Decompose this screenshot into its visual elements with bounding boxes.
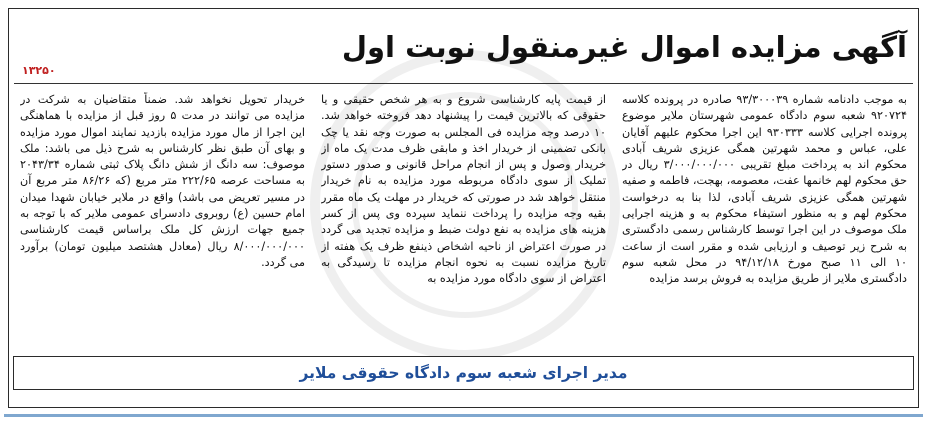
title-divider xyxy=(14,83,913,84)
ad-column-middle: از قیمت پایه کارشناسی شروع و به هر شخص حقیقی و یا حقوقی که بالاترین قیمت را پیشنهاد دهد فروخته خواهد شد. ۱۰ درصد وجه مزایده فی المجلس به صورت وجه نقد یا چک بانکی تضمینی از خریدار اخذ و مابقی ظرف مدت یک ماه از خریدار وصول و پس از انجام مراحل قانونی و صدور دستور تملیک از سوی دادگاه مربوطه مورد مزایده به نام خریدار منتقل خواهد شد در صورتی که خریدار در مهلت یک ماه مقرر بقیه وجه مزایده را پرداخت ننماید سپرده وی پس از کسر هزینه های مزایده به نفع دولت ضبط و مزایده تجدید می گردد در صورت اعتراض از ناحیه اشخاص ذینفع ظرف یک هفته از تاریخ مزایده نسبت به نحوه انجام مزایده تا رسیدگی به اعتراض از سوی دادگاه مورد مزایده به xyxy=(321,93,606,286)
bottom-divider xyxy=(4,414,923,417)
ad-column-left: خریدار تحویل نخواهد شد. ضمناً متقاضیان به شرکت در مزایده می توانند در مدت ۵ روز قبل از مزایده با هماهنگی این اجرا از مال مورد مزایده بازدید نمایند اموال مورد مزایده و بهای آن طبق نظر کارشناس به شرح ذیل می باشد: ملک موصوف: سه دانگ از شش دانگ پلاک ثبتی شماره ۲۰۴۳/۳۴ به مساحت عرصه ۲۲۲/۶۵ متر مربع (که ۸۶/۲۶ متر مربع آن در مسیر تعریض می باشد) واقع در ملایر خیابان شهدا میدان امام حسین (ع) روبروی دادسرای عمومی ملایر که با توجه به جمیع جهات ارزش کل ملک براساس قیمت کارشناسی ۸/۰۰۰/۰۰۰/۰۰۰ ریال (معادل هشتصد میلیون تومان) برآورد می گردد. xyxy=(20,93,305,269)
ad-title: آگهی مزایده اموال غیرمنقول نوبت اول xyxy=(341,30,907,64)
ad-column-right: به موجب دادنامه شماره ۹۳/۳۰۰۰۳۹ صادره در پرونده کلاسه ۹۲۰۷۲۴ شعبه سوم دادگاه عمومی شهرستان ملایر موضوع پرونده اجرایی کلاسه ۹۳۰۳۳۳ این اجرا محکوم علیهم آقایان علی، عباس و محمد شهرتین همگی عزیزی شریف آبادی محکوم اند به پرداخت مبلغ تقریبی ۳/۰۰۰/۰۰۰/۰۰۰ ریال در حق محکوم لهم خانمها عفت، معصومه، بهجت، فاطمه و صفیه شهرتین همگی عزیزی شریف آبادی، لذا بنا به درخواست محکوم لهم و به منظور استیفاء محکوم به و هزینه اجرایی ملک موصوف در این اجرا توسط کارشناس رسمی دادگستری به شرح زیر توصیف و ارزیابی شده و مقرر است از ساعت ۱۰ الی ۱۱ صبح مورخ ۹۴/۱۲/۱۸ در محل شعبه سوم دادگستری ملایر از طریق مزایده به فروش برسد مزایده xyxy=(622,93,907,286)
ad-body xyxy=(20,92,907,354)
signature-band xyxy=(13,356,914,390)
ad-number: ۱۳۲۵۰ xyxy=(22,64,56,77)
signature-text: مدیر اجرای شعبه سوم دادگاه حقوقی ملایر xyxy=(299,364,628,382)
